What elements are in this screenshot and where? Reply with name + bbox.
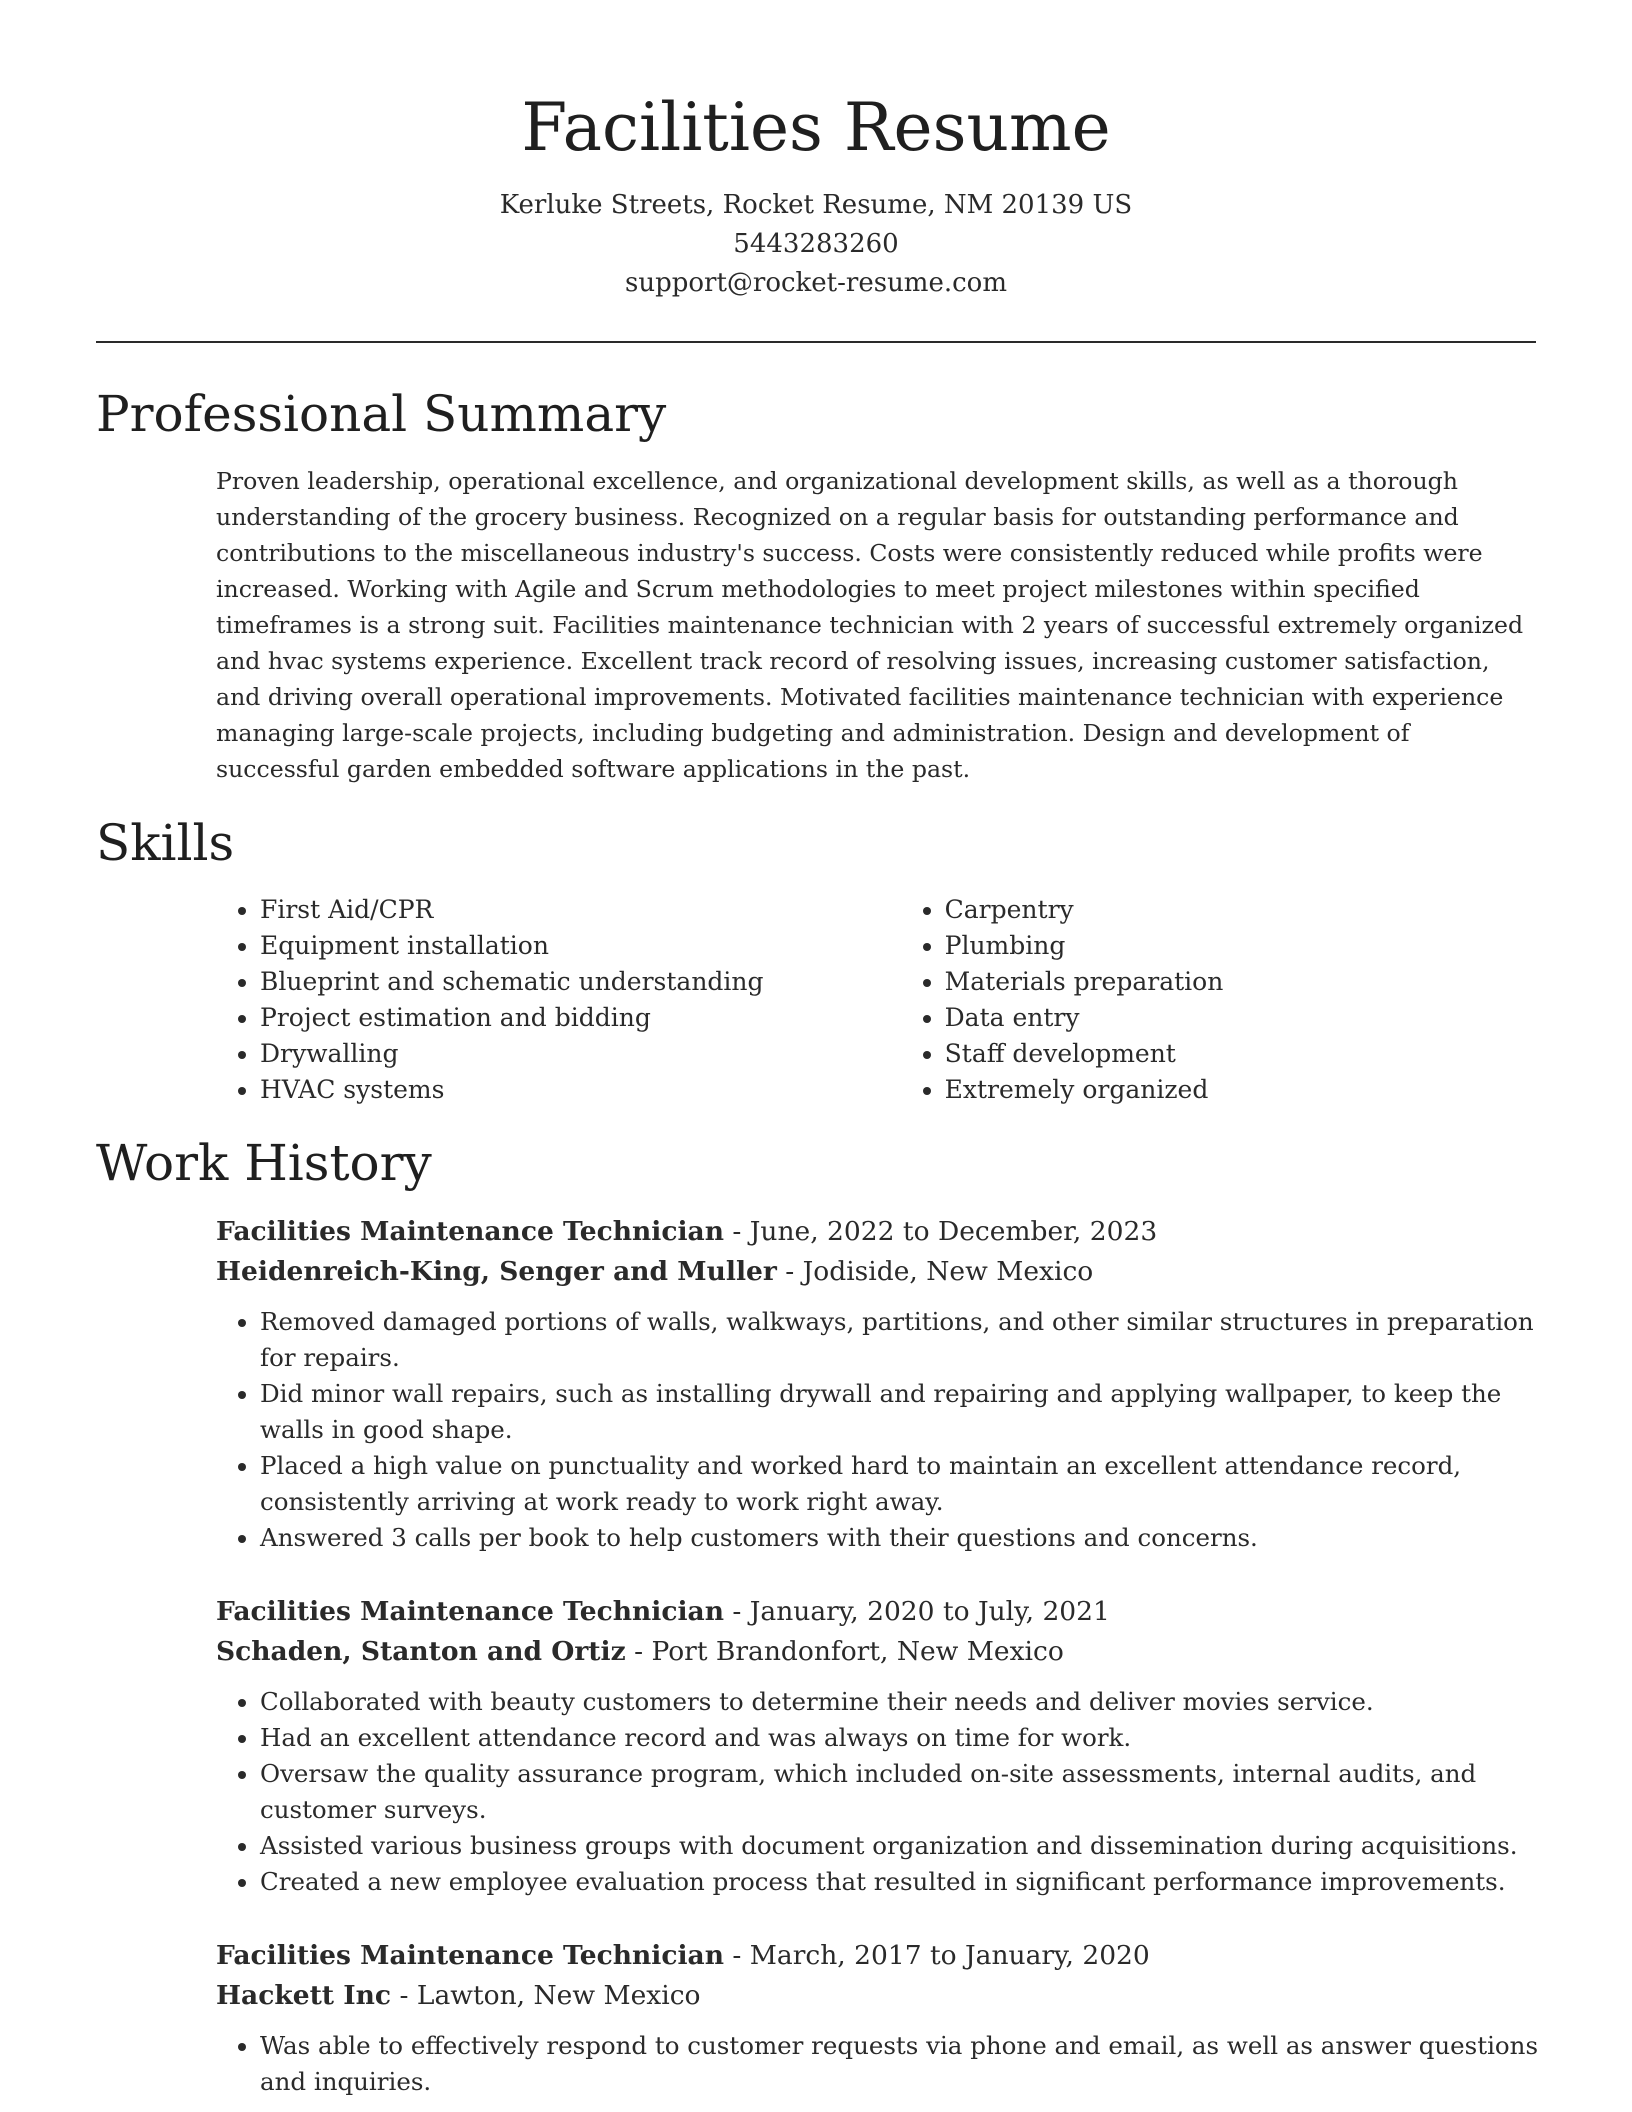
contact-email: support@rocket-resume.com xyxy=(624,268,1007,298)
job-duty: • Did minor wall repairs, such as installing drywall and repairing and applying wallpaper, to keep the walls in good shape. xyxy=(260,1376,1540,1448)
resume-header xyxy=(0,0,1632,303)
skills-column-left xyxy=(216,892,901,1108)
summary-heading: Professional Summary xyxy=(96,385,667,443)
job-title: Facilities Maintenance Technician xyxy=(216,1596,724,1627)
job-company-line xyxy=(216,1976,1540,2016)
job-duties xyxy=(216,1684,1540,1900)
skill-item: • Data entry xyxy=(945,1000,1536,1036)
job-title: Facilities Maintenance Technician xyxy=(216,1216,724,1247)
contact-address: Kerluke Streets, Rocket Resume, NM 20139 US xyxy=(499,190,1133,220)
skill-item: • Carpentry xyxy=(945,892,1536,928)
job-title-line xyxy=(216,1212,1540,1252)
skills-heading: Skills xyxy=(96,814,235,872)
job-title-line xyxy=(216,1592,1540,1632)
job-entry xyxy=(216,1592,1540,1900)
job-title-line xyxy=(216,1936,1540,1976)
job-duty: • Was able to effectively respond to customer requests via phone and email, as well as answer questions and inquiries. xyxy=(260,2028,1540,2100)
skill-item: • Staff development xyxy=(945,1036,1536,1072)
job-dates: - March, 2017 to January, 2020 xyxy=(723,1940,1150,1971)
job-duty: • Collaborated with beauty customers to determine their needs and deliver movies service. xyxy=(260,1684,1540,1720)
job-duty: • Removed damaged portions of walls, walkways, partitions, and other similar structures in preparation for repairs. xyxy=(260,1304,1540,1376)
job-location: - Lawton, New Mexico xyxy=(391,1980,701,2011)
job-duty: • Oversaw the quality assurance program, which included on-site assessments, internal audits, and customer surveys. xyxy=(260,1756,1540,1828)
skill-item: • Drywalling xyxy=(260,1036,901,1072)
job-duty: • Assisted various business groups with document organization and dissemination during acquisitions. xyxy=(260,1828,1540,1864)
job-company: Hackett Inc xyxy=(216,1980,392,2011)
skills-list xyxy=(216,892,1536,1108)
resume-name: Facilities Resume xyxy=(521,89,1111,166)
job-company-line xyxy=(216,1632,1540,1672)
job-company: Heidenreich-King, Senger and Muller xyxy=(216,1256,777,1287)
contact-phone: 5443283260 xyxy=(733,229,899,259)
job-duty: • Placed a high value on punctuality and worked hard to maintain an excellent attendance record, consistently arriving at work ready to work right away. xyxy=(260,1448,1540,1520)
work-history-heading: Work History xyxy=(96,1134,432,1192)
job-entry xyxy=(216,1212,1540,1556)
job-duty: • Had an excellent attendance record and was always on time for work. xyxy=(260,1720,1540,1756)
job-duty: • Answered 3 calls per book to help customers with their questions and concerns. xyxy=(260,1520,1540,1556)
job-duty: • Created a new employee evaluation process that resulted in significant performance improvements. xyxy=(260,1864,1540,1900)
summary-text: Proven leadership, operational excellence, and organizational development skills, as well as a thorough understanding of the grocery business. Recognized on a regular basis for outstanding performance and contributions to the miscellaneous industry's success. Costs were consistently reduced while profits were increased. Working with Agile and Scrum methodologies to meet project milestones within specified timeframes is a strong suit. Facilities maintenance technician with 2 years of successful extremely organized and hvac systems experience. Excellent track record of resolving issues, increasing customer satisfaction, and driving overall operational improvements. Motivated facilities maintenance technician with experience managing large-scale projects, including budgeting and administration. Design and development of successful garden embedded software applications in the past. xyxy=(216,467,1524,783)
skill-item: • First Aid/CPR xyxy=(260,892,901,928)
skill-item: • Equipment installation xyxy=(260,928,901,964)
job-title: Facilities Maintenance Technician xyxy=(216,1940,724,1971)
job-location: - Port Brandonfort, New Mexico xyxy=(625,1636,1064,1667)
header-divider xyxy=(96,341,1536,343)
skill-item: • HVAC systems xyxy=(260,1072,901,1108)
skill-item: • Extremely organized xyxy=(945,1072,1536,1108)
skill-item: • Project estimation and bidding xyxy=(260,1000,901,1036)
job-location: - Jodiside, New Mexico xyxy=(776,1256,1094,1287)
contact-block xyxy=(0,186,1632,303)
job-duties xyxy=(216,2028,1540,2100)
skill-item: • Blueprint and schematic understanding xyxy=(260,964,901,1000)
job-dates: - January, 2020 to July, 2021 xyxy=(723,1596,1110,1627)
job-duties xyxy=(216,1304,1540,1556)
job-entry xyxy=(216,1936,1540,2100)
skills-column-right xyxy=(901,892,1536,1108)
job-dates: - June, 2022 to December, 2023 xyxy=(723,1216,1158,1247)
job-company-line xyxy=(216,1252,1540,1292)
job-company: Schaden, Stanton and Ortiz xyxy=(216,1636,626,1667)
skill-item: • Materials preparation xyxy=(945,964,1536,1000)
skill-item: • Plumbing xyxy=(945,928,1536,964)
